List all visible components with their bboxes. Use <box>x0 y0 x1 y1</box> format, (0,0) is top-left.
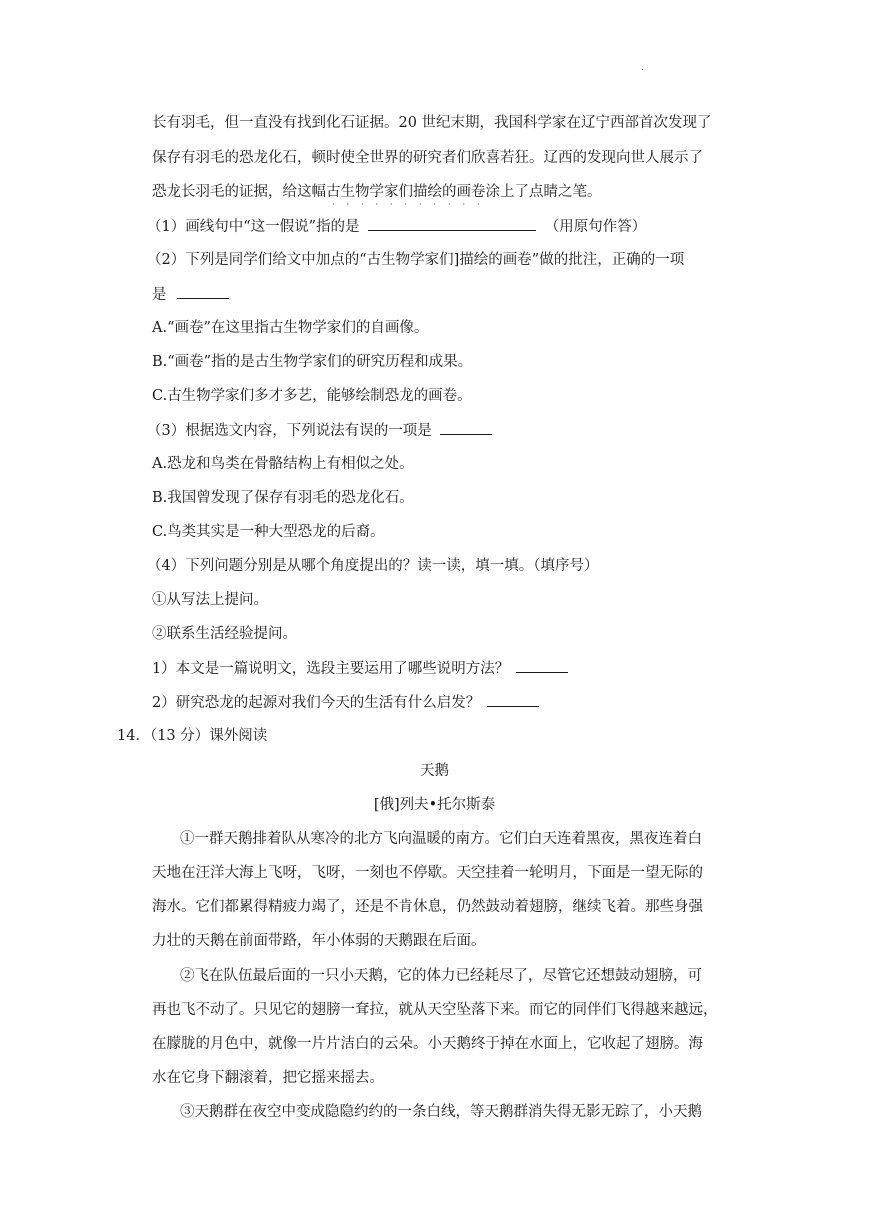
corner-mark: . <box>641 62 645 73</box>
question-4: （4）下列问题分别是从哪个角度提出的？读一读，填一填。（填序号） <box>147 558 599 574</box>
answer-blank-q4-1[interactable] <box>516 658 568 673</box>
para-2-line-1: ②飞在队伍最后面的一只小天鹅，它的体力已经耗尽了，尽管它还想鼓动翅膀，可 <box>180 968 702 984</box>
para-3-line-1: ③天鹅群在夜空中变成隐隐约约的一条白线，等天鹅群消失得无影无踪了，小天鹅 <box>180 1104 702 1120</box>
q3-option-a: A.恐龙和鸟类在骨骼结构上有相似之处。 <box>152 456 414 472</box>
answer-blank-q1[interactable] <box>368 216 536 231</box>
emphasis-dots: · · · · · · · · · · · <box>331 200 480 209</box>
passage-line-3 <box>152 182 602 209</box>
para-2-line-2: 再也飞不动了。只见它的翅膀一耷拉，就从天空坠落下来。而它的同伴们飞得越来越远， <box>152 1002 718 1018</box>
reading-author: [俄]列夫•托尔斯泰 <box>373 797 496 813</box>
answer-blank-q3[interactable] <box>440 420 492 435</box>
para-2-line-3: 在朦胧的月色中，就像一片片洁白的云朵。小天鹅终于掉在水面上，它收起了翅膀。海 <box>152 1036 703 1052</box>
answer-blank-q4-2[interactable] <box>487 692 539 707</box>
reading-title: 天鹅 <box>420 763 449 779</box>
q2-option-a: A.“画卷”在这里指古生物学家们的自画像。 <box>152 320 429 336</box>
question-2: （2）下列是同学们给文中加点的“古生物学家们]描绘的画卷”做的批注，正确的一项 <box>147 252 685 268</box>
answer-blank-q2[interactable] <box>177 284 229 299</box>
para-1-line-1: ①一群天鹅排着队从寒冷的北方飞向温暖的南方。它们白天连着黑夜，黑夜连着白 <box>180 831 702 847</box>
emphasized-phrase: 古生物学家们描绘的画卷 · · · · · · · · · · · <box>326 184 486 209</box>
passage-line-2: 保存有羽毛的恐龙化石，顿时使全世界的研究者们欣喜若狂。辽西的发现向世人展示了 <box>152 150 703 166</box>
question-2-cont: 是 <box>152 284 229 305</box>
q4-option-1: ①从写法上提问。 <box>152 592 268 608</box>
question-3: （3）根据选文内容，下列说法有误的一项是 <box>147 420 492 441</box>
question-1: （1）画线句中“这一假说”指的是 （用原句作答） <box>147 216 646 237</box>
question-14-heading: 14．（13 分）课外阅读 <box>117 728 268 744</box>
q2-option-c: C.古生物学家们多才多艺，能够绘制恐龙的画卷。 <box>152 388 472 404</box>
para-1-line-2: 天地在汪洋大海上飞呀，飞呀，一刻也不停歇。天空挂着一轮明月，下面是一望无际的 <box>152 865 703 881</box>
q3-option-b: B.我国曾发现了保存有羽毛的恐龙化石。 <box>152 490 414 506</box>
para-1-line-3: 海水。它们都累得精疲力竭了，还是不肯休息，仍然鼓动着翅膀，继续飞着。那些身强 <box>152 899 703 915</box>
para-1-line-4: 力壮的天鹅在前面带路，年小体弱的天鹅跟在后面。 <box>152 933 486 949</box>
passage-line-3-pre: 恐龙长羽毛的证据，给这幅 <box>152 184 326 200</box>
passage-line-1: 长有羽毛，但一直没有找到化石证据。20 世纪末期，我国科学家在辽宁西部首次发现了 <box>152 115 712 131</box>
q4-option-2: ②联系生活经验提问。 <box>152 626 297 642</box>
para-2-line-4: 水在它身下翻滚着，把它摇来摇去。 <box>152 1070 384 1086</box>
q2-option-b: B.“画卷”指的是古生物学家们的研究历程和成果。 <box>152 354 473 370</box>
q4-sub-1: 1）本文是一篇说明文，选段主要运用了哪些说明方法？ <box>152 658 568 679</box>
q4-sub-2: 2）研究恐龙的起源对我们今天的生活有什么启发？ <box>152 692 539 713</box>
passage-line-3-post: 涂上了点睛之笔。 <box>485 184 602 200</box>
q3-option-c: C.鸟类其实是一种大型恐龙的后裔。 <box>152 524 385 540</box>
